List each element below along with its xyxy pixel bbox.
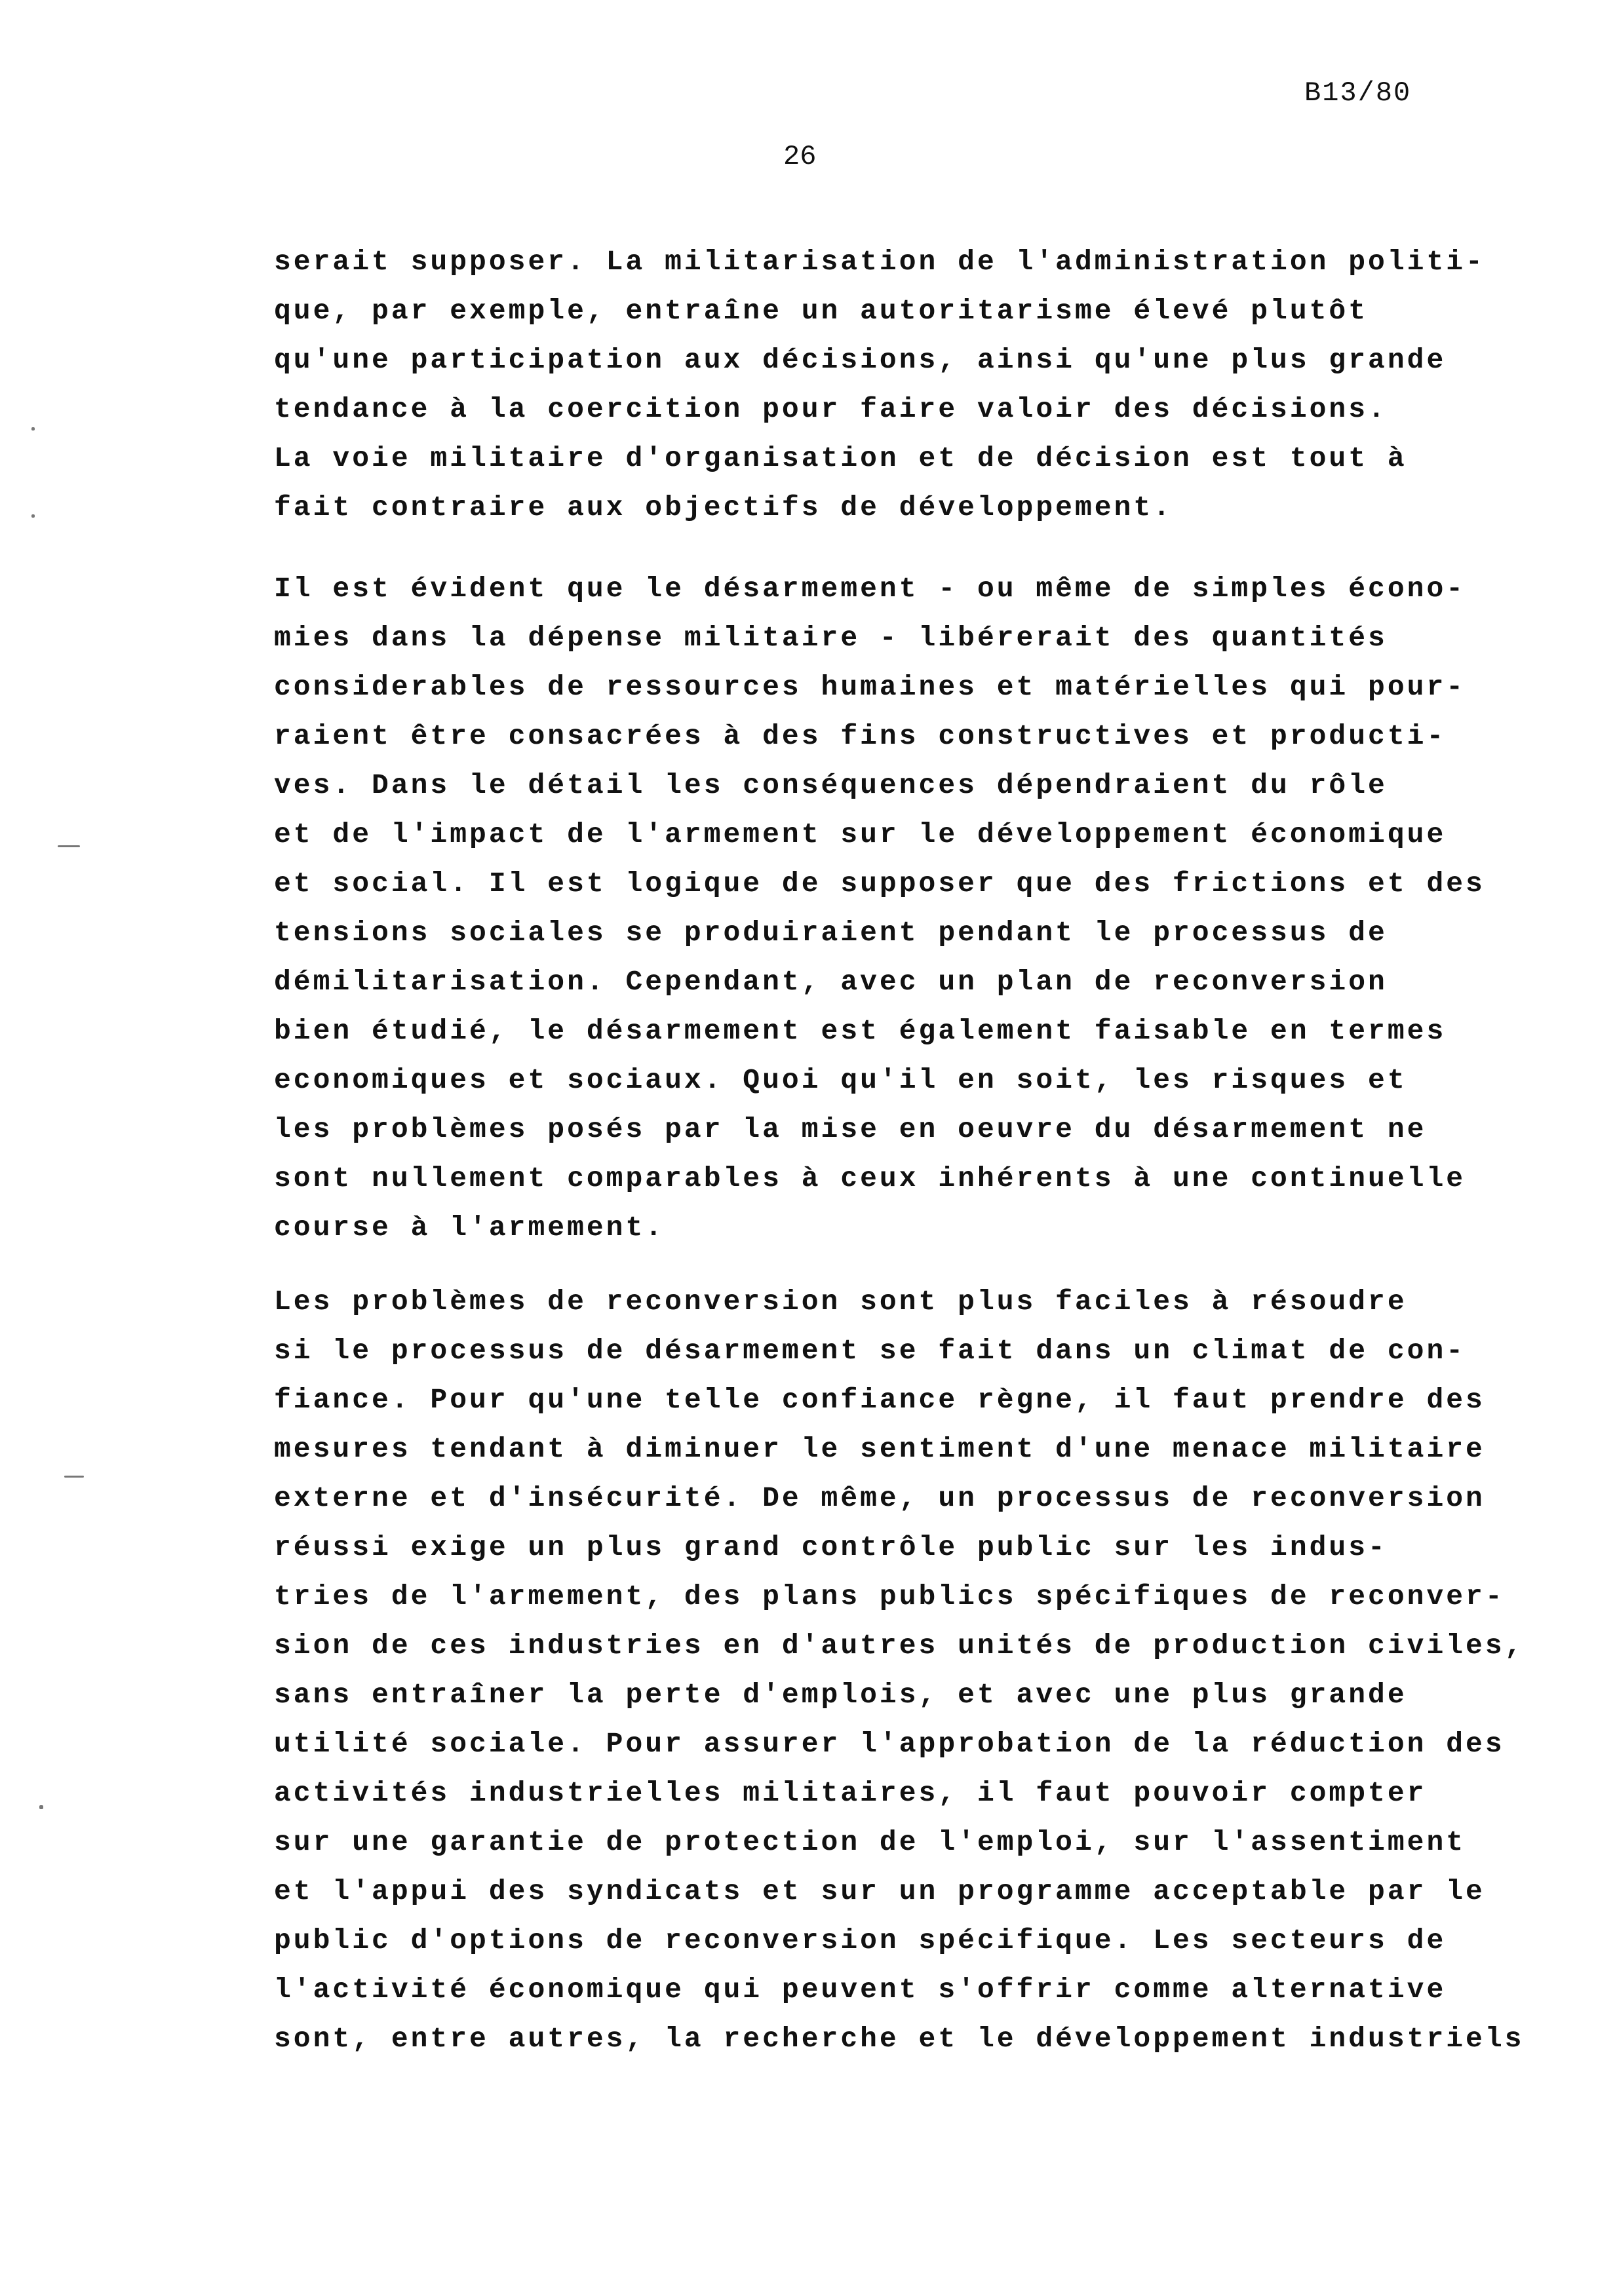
scan-artifact (58, 845, 80, 847)
text-line: activités industrielles militaires, il faut pouvoir compter (274, 1777, 1427, 1809)
text-line: que, par exemple, entraîne un autoritarisme élevé plutôt (274, 295, 1369, 327)
text-line: course à l'armement. (274, 1212, 665, 1244)
text-line: tries de l'armement, des plans publics spécifiques de reconver- (274, 1580, 1505, 1613)
text-line: economiques et sociaux. Quoi qu'il en soit, les risques et (274, 1064, 1407, 1096)
text-line: et social. Il est logique de supposer que des frictions et des (274, 868, 1485, 900)
scan-artifact (31, 427, 35, 430)
text-line: si le processus de désarmement se fait dans un climat de con- (274, 1335, 1466, 1367)
text-line: raient être consacrées à des fins constructives et producti- (274, 720, 1447, 752)
text-line: les problèmes posés par la mise en oeuvre du désarmement ne (274, 1113, 1427, 1145)
paragraph-3 (274, 1277, 1585, 2063)
text-line: utilité sociale. Pour assurer l'approbation de la réduction des (274, 1728, 1505, 1760)
text-line: sont nullement comparables à ceux inhérents à une continuelle (274, 1162, 1466, 1195)
document-reference: B13/80 (1304, 77, 1412, 109)
scan-artifact (31, 514, 35, 518)
text-line: et de l'impact de l'armement sur le développement économique (274, 818, 1447, 851)
text-line: mies dans la dépense militaire - libérerait des quantités (274, 622, 1388, 654)
text-line: qu'une participation aux décisions, ainsi qu'une plus grande (274, 344, 1447, 376)
text-line: tendance à la coercition pour faire valoir des décisions. (274, 393, 1388, 425)
page-number: 26 (783, 141, 817, 172)
text-line: tensions sociales se produiraient pendant le processus de (274, 917, 1388, 949)
text-line: fait contraire aux objectifs de développement. (274, 491, 1173, 524)
scan-artifact (39, 1805, 43, 1809)
scan-artifact (64, 1476, 84, 1478)
text-line: La voie militaire d'organisation et de décision est tout à (274, 442, 1407, 474)
text-line: ves. Dans le détail les conséquences dépendraient du rôle (274, 769, 1388, 801)
text-line: public d'options de reconversion spécifique. Les secteurs de (274, 1924, 1447, 1957)
text-line: réussi exige un plus grand contrôle public sur les indus- (274, 1531, 1388, 1563)
text-line: sont, entre autres, la recherche et le développement industriels (274, 2023, 1525, 2055)
paragraph-2 (274, 564, 1585, 1252)
text-line: mesures tendant à diminuer le sentiment d'une menace militaire (274, 1433, 1485, 1465)
text-line: fiance. Pour qu'une telle confiance règne, il faut prendre des (274, 1384, 1485, 1416)
text-line: externe et d'insécurité. De même, un processus de reconversion (274, 1482, 1485, 1514)
text-line: l'activité économique qui peuvent s'offrir comme alternative (274, 1974, 1447, 2006)
text-line: sur une garantie de protection de l'emploi, sur l'assentiment (274, 1826, 1466, 1858)
text-line: serait supposer. La militarisation de l'administration politi- (274, 246, 1485, 278)
text-line: et l'appui des syndicats et sur un programme acceptable par le (274, 1875, 1485, 1907)
text-line: démilitarisation. Cependant, avec un plan de reconversion (274, 966, 1388, 998)
text-line: Il est évident que le désarmement - ou même de simples écono- (274, 573, 1466, 605)
text-line: bien étudié, le désarmement est également faisable en termes (274, 1015, 1447, 1047)
text-line: considerables de ressources humaines et matérielles qui pour- (274, 671, 1466, 703)
text-line: sion de ces industries en d'autres unités de production civiles, (274, 1630, 1525, 1662)
text-line: Les problèmes de reconversion sont plus faciles à résoudre (274, 1286, 1407, 1318)
paragraph-1 (274, 237, 1585, 532)
text-line: sans entraîner la perte d'emplois, et avec une plus grande (274, 1679, 1407, 1711)
